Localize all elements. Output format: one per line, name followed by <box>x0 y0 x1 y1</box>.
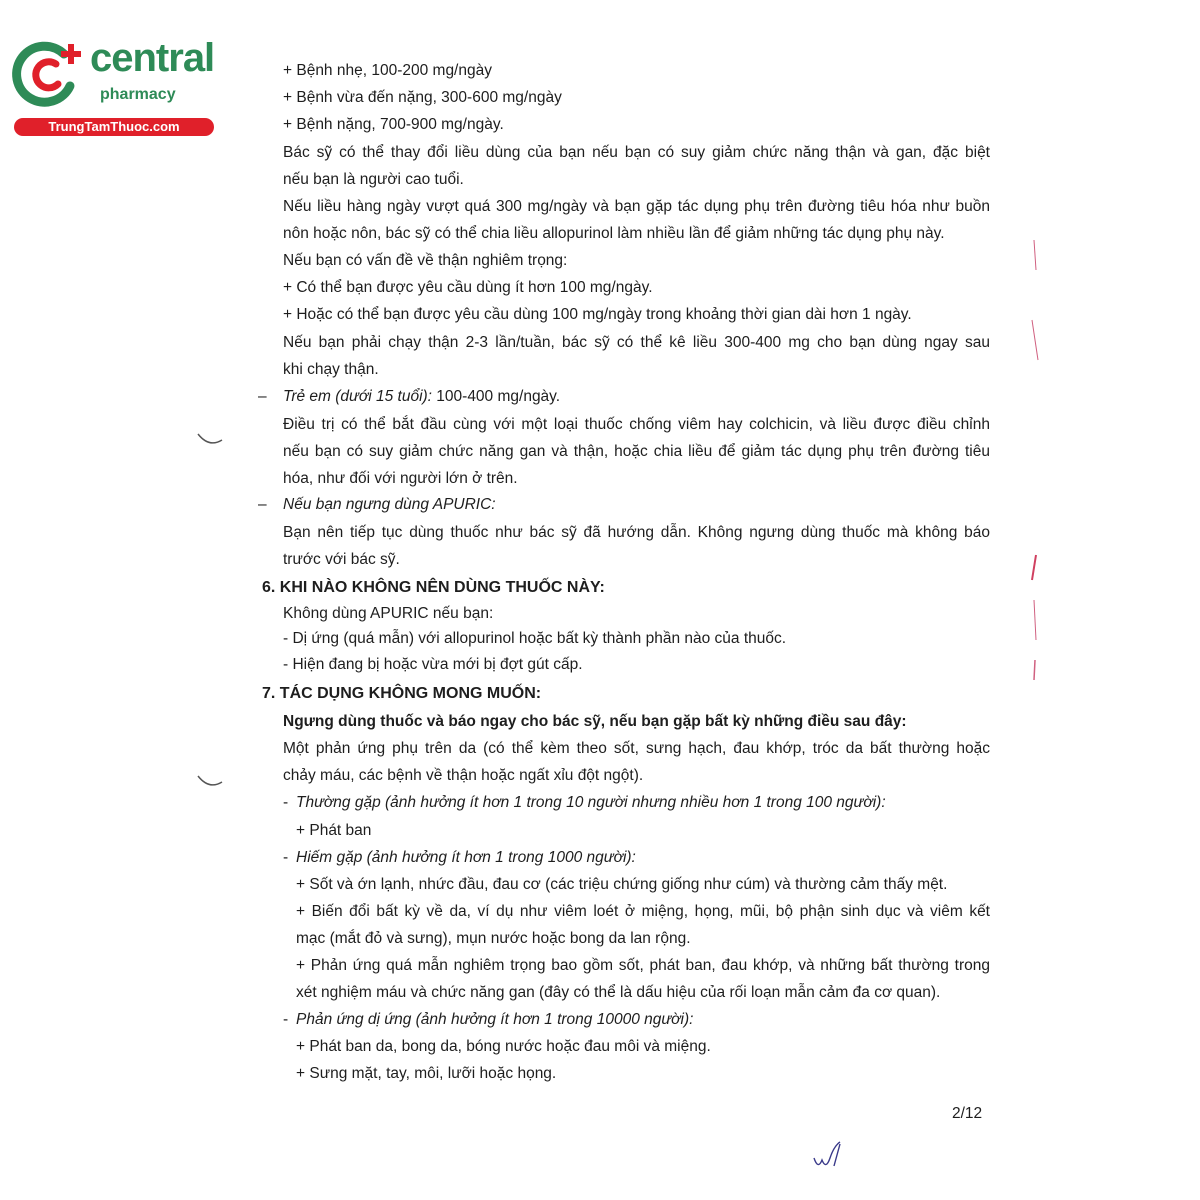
paragraph-line: Bác sỹ có thể thay đổi liều dùng của bạn nếu bạn có suy giảm chức năng thận và gan, đặc biệt <box>283 144 990 161</box>
frequency-common: Thường gặp (ảnh hưởng ít hơn 1 trong 10 người nhưng nhiều hơn 1 trong 100 người): <box>296 794 886 811</box>
dash-bullet: - <box>283 1011 289 1028</box>
dash-bullet: - <box>283 849 289 866</box>
list-item: + Có thể bạn được yêu cầu dùng ít hơn 100 mg/ngày. <box>283 279 653 296</box>
section-heading-7: 7. TÁC DỤNG KHÔNG MONG MUỐN: <box>262 685 542 702</box>
dose-severe: + Bệnh nặng, 700-900 mg/ngày. <box>283 116 504 133</box>
frequency-very-rare: Phản ứng dị ứng (ảnh hưởng ít hơn 1 trong 10000 người): <box>296 1011 694 1028</box>
paragraph-line: khi chạy thận. <box>283 361 379 378</box>
paragraph-line: nôn hoặc nôn, bác sỹ có thể chia liều allopurinol làm nhiều lần để giảm những tác dụng phụ này. <box>283 225 945 242</box>
paragraph-line: nếu bạn có suy giảm chức năng gan và thận, hoặc chia liều để giảm tác dụng phụ trên đường tiêu <box>283 443 990 460</box>
paragraph-line: Điều trị có thể bắt đầu cùng với một loại thuốc chống viêm hay colchicin, và liều được điều chỉnh <box>283 416 990 433</box>
dash-bullet: - <box>283 794 289 811</box>
stop-using-label: Nếu bạn ngưng dùng APURIC: <box>283 496 496 513</box>
list-item: + Phát ban <box>296 822 372 839</box>
punch-mark-icon <box>195 430 225 450</box>
paragraph-line: Không dùng APURIC nếu bạn: <box>283 605 494 622</box>
list-item: + Sưng mặt, tay, môi, lưỡi hoặc họng. <box>296 1065 557 1082</box>
page-number: 2/12 <box>952 1105 983 1122</box>
paragraph-line: xét nghiệm máu và chức năng gan (đây có thể là dấu hiệu của rối loạn mẫn cảm đa cơ quan). <box>296 984 941 1001</box>
frequency-rare: Hiếm gặp (ảnh hưởng ít hơn 1 trong 1000 người): <box>296 849 636 866</box>
dose-mild: + Bệnh nhẹ, 100-200 mg/ngày <box>283 62 492 79</box>
dose-moderate: + Bệnh vừa đến nặng, 300-600 mg/ngày <box>283 89 562 106</box>
punch-mark-icon <box>195 772 225 792</box>
list-item: + Phản ứng quá mẫn nghiêm trọng bao gồm sốt, phát ban, đau khớp, và những bất thường trong <box>296 957 990 974</box>
paragraph-line: hóa, như đối với người lớn ở trên. <box>283 470 518 487</box>
list-item: - Hiện đang bị hoặc vừa mới bị đợt gút cấp. <box>283 656 583 673</box>
paragraph-line: nếu bạn là người cao tuổi. <box>283 171 464 188</box>
list-item: + Sốt và ớn lạnh, nhức đầu, đau cơ (các triệu chứng giống như cúm) và thường cảm thấy mệt. <box>296 876 948 893</box>
logo-subtitle: pharmacy <box>100 86 176 103</box>
list-item: + Hoặc có thể bạn được yêu cầu dùng 100 mg/ngày trong khoảng thời gian dài hơn 1 ngày. <box>283 306 912 323</box>
paragraph-line: Một phản ứng phụ trên da (có thể kèm theo sốt, sưng hạch, đau khớp, tróc da bất thường hoặc <box>283 740 990 757</box>
children-dose <box>283 383 560 410</box>
paragraph-line: Bạn nên tiếp tục dùng thuốc như bác sỹ đã hướng dẫn. Không ngưng dùng thuốc mà không báo <box>283 524 990 541</box>
dash-bullet: – <box>258 388 267 405</box>
paragraph-line: Nếu liều hàng ngày vượt quá 300 mg/ngày và bạn gặp tác dụng phụ trên đường tiêu hóa như buồn <box>283 198 990 215</box>
list-item: + Biến đổi bất kỳ về da, ví dụ như viêm loét ở miệng, họng, mũi, bộ phận sinh dục và viêm kết <box>296 903 990 920</box>
children-value: 100-400 mg/ngày. <box>431 388 561 405</box>
paragraph-line: Nếu bạn có vấn đề về thận nghiêm trọng: <box>283 252 568 269</box>
section-heading-6: 6. KHI NÀO KHÔNG NÊN DÙNG THUỐC NÀY: <box>262 579 605 596</box>
paragraph-line: chảy máu, các bệnh về thận hoặc ngất xỉu đột ngột). <box>283 767 644 784</box>
logo-website: TrungTamThuoc.com <box>14 118 214 136</box>
logo-brand: central <box>90 36 215 80</box>
page-edge-mark-icon <box>1026 240 1042 680</box>
warning-line: Ngưng dùng thuốc và báo ngay cho bác sỹ, nếu bạn gặp bất kỳ những điều sau đây: <box>283 713 907 730</box>
list-item: - Dị ứng (quá mẫn) với allopurinol hoặc bất kỳ thành phần nào của thuốc. <box>283 630 787 647</box>
list-item: + Phát ban da, bong da, bóng nước hoặc đau môi và miệng. <box>296 1038 711 1055</box>
paragraph-line: Nếu bạn phải chạy thận 2-3 lần/tuần, bác sỹ có thể kê liều 300-400 mg cho bạn dùng ngay sau <box>283 334 990 351</box>
dash-bullet: – <box>258 496 267 513</box>
signature-icon <box>810 1140 850 1174</box>
paragraph-line: mạc (mắt đỏ và sưng), mụn nước hoặc bong da lan rộng. <box>296 930 691 947</box>
children-label: Trẻ em (dưới 15 tuổi): <box>283 388 432 405</box>
paragraph-line: trước với bác sỹ. <box>283 551 400 568</box>
